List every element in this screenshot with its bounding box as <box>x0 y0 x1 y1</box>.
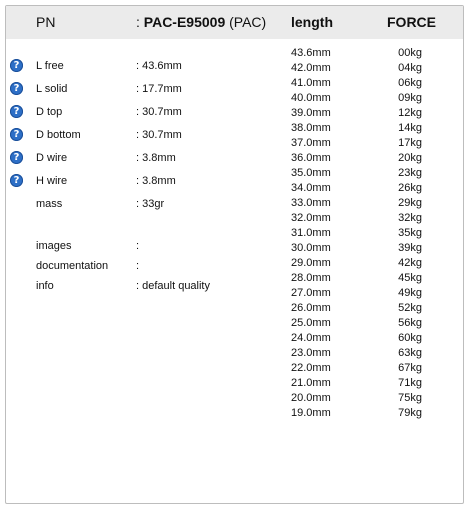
extra-label: documentation <box>36 260 109 272</box>
force-cell: 12kg <box>398 107 422 119</box>
table-row <box>291 406 441 421</box>
length-cell: 39.0mm <box>291 107 331 119</box>
property-value: : 3.8mm <box>136 152 176 164</box>
table-row <box>291 91 441 106</box>
table-row <box>291 391 441 406</box>
force-cell: 35kg <box>398 227 422 239</box>
part-code: PAC-E95009 <box>143 14 226 30</box>
force-cell: 60kg <box>398 332 422 344</box>
property-row <box>6 80 276 98</box>
table-row <box>291 256 441 271</box>
length-cell: 43.6mm <box>291 47 331 59</box>
force-cell: 52kg <box>398 302 422 314</box>
property-label: L free <box>36 60 64 72</box>
length-cell: 20.0mm <box>291 392 331 404</box>
force-cell: 49kg <box>398 287 422 299</box>
table-row <box>291 61 441 76</box>
table-row <box>291 136 441 151</box>
property-value: : 43.6mm <box>136 60 182 72</box>
length-cell: 40.0mm <box>291 92 331 104</box>
length-cell: 27.0mm <box>291 287 331 299</box>
table-row <box>291 361 441 376</box>
table-row <box>291 196 441 211</box>
property-value: : 30.7mm <box>136 129 182 141</box>
table-row <box>291 226 441 241</box>
table-row <box>291 76 441 91</box>
length-cell: 25.0mm <box>291 317 331 329</box>
length-cell: 24.0mm <box>291 332 331 344</box>
table-row <box>291 106 441 121</box>
force-cell: 14kg <box>398 122 422 134</box>
property-value: : 3.8mm <box>136 175 176 187</box>
property-row <box>6 57 276 75</box>
help-icon[interactable]: ? <box>10 128 23 141</box>
length-cell: 22.0mm <box>291 362 331 374</box>
part-number <box>136 14 266 30</box>
table-row <box>291 316 441 331</box>
length-cell: 38.0mm <box>291 122 331 134</box>
force-cell: 67kg <box>398 362 422 374</box>
property-value: : 30.7mm <box>136 106 182 118</box>
table-row <box>291 181 441 196</box>
spring-spec-card <box>5 5 464 504</box>
table-row <box>291 286 441 301</box>
force-column-header: FORCE <box>387 14 436 30</box>
help-icon[interactable]: ? <box>10 82 23 95</box>
table-row <box>291 376 441 391</box>
pn-label: PN <box>36 14 56 30</box>
extra-value: : <box>136 260 140 272</box>
property-row <box>6 172 276 190</box>
extra-row-images <box>6 237 276 255</box>
help-icon[interactable]: ? <box>10 105 23 118</box>
length-cell: 36.0mm <box>291 152 331 164</box>
property-value: : 33gr <box>136 198 165 210</box>
extra-label: images <box>36 240 72 252</box>
property-row <box>6 103 276 121</box>
header-bar <box>6 6 463 39</box>
length-cell: 26.0mm <box>291 302 331 314</box>
length-cell: 21.0mm <box>291 377 331 389</box>
table-row <box>291 211 441 226</box>
force-cell: 00kg <box>398 47 422 59</box>
force-cell: 04kg <box>398 62 422 74</box>
extra-value: : default quality <box>136 280 210 292</box>
length-cell: 19.0mm <box>291 407 331 419</box>
extra-value: : <box>136 240 140 252</box>
length-cell: 35.0mm <box>291 167 331 179</box>
force-cell: 45kg <box>398 272 422 284</box>
force-cell: 71kg <box>398 377 422 389</box>
property-label: D wire <box>36 152 68 164</box>
property-row <box>6 149 276 167</box>
brand-code: (PAC) <box>229 14 267 30</box>
length-cell: 23.0mm <box>291 347 331 359</box>
table-row <box>291 166 441 181</box>
property-label: H wire <box>36 175 68 187</box>
force-cell: 79kg <box>398 407 422 419</box>
table-row <box>291 271 441 286</box>
extra-row-info <box>6 277 276 295</box>
force-cell: 29kg <box>398 197 422 209</box>
table-row <box>291 151 441 166</box>
code-prefix: : <box>136 14 144 30</box>
length-cell: 41.0mm <box>291 77 331 89</box>
property-row <box>6 126 276 144</box>
length-cell: 33.0mm <box>291 197 331 209</box>
force-cell: 63kg <box>398 347 422 359</box>
length-cell: 34.0mm <box>291 182 331 194</box>
force-cell: 32kg <box>398 212 422 224</box>
length-force-table <box>291 46 441 421</box>
table-row <box>291 121 441 136</box>
force-cell: 26kg <box>398 182 422 194</box>
force-cell: 09kg <box>398 92 422 104</box>
length-cell: 30.0mm <box>291 242 331 254</box>
length-column-header: length <box>291 14 333 30</box>
property-row <box>6 195 276 213</box>
help-icon[interactable]: ? <box>10 174 23 187</box>
table-row <box>291 346 441 361</box>
help-icon[interactable]: ? <box>10 151 23 164</box>
help-icon[interactable]: ? <box>10 59 23 72</box>
property-label: D bottom <box>36 129 81 141</box>
property-label: L solid <box>36 83 68 95</box>
table-row <box>291 46 441 61</box>
length-cell: 31.0mm <box>291 227 331 239</box>
force-cell: 20kg <box>398 152 422 164</box>
table-row <box>291 301 441 316</box>
extra-label: info <box>36 280 54 292</box>
table-row <box>291 241 441 256</box>
length-cell: 37.0mm <box>291 137 331 149</box>
length-cell: 29.0mm <box>291 257 331 269</box>
force-cell: 06kg <box>398 77 422 89</box>
property-label: mass <box>36 198 63 210</box>
length-cell: 42.0mm <box>291 62 331 74</box>
extra-row-documentation <box>6 257 276 275</box>
property-value: : 17.7mm <box>136 83 182 95</box>
property-label: D top <box>36 106 63 118</box>
force-cell: 23kg <box>398 167 422 179</box>
table-row <box>291 331 441 346</box>
force-cell: 17kg <box>398 137 422 149</box>
force-cell: 42kg <box>398 257 422 269</box>
force-cell: 39kg <box>398 242 422 254</box>
force-cell: 75kg <box>398 392 422 404</box>
length-cell: 32.0mm <box>291 212 331 224</box>
force-cell: 56kg <box>398 317 422 329</box>
length-cell: 28.0mm <box>291 272 331 284</box>
